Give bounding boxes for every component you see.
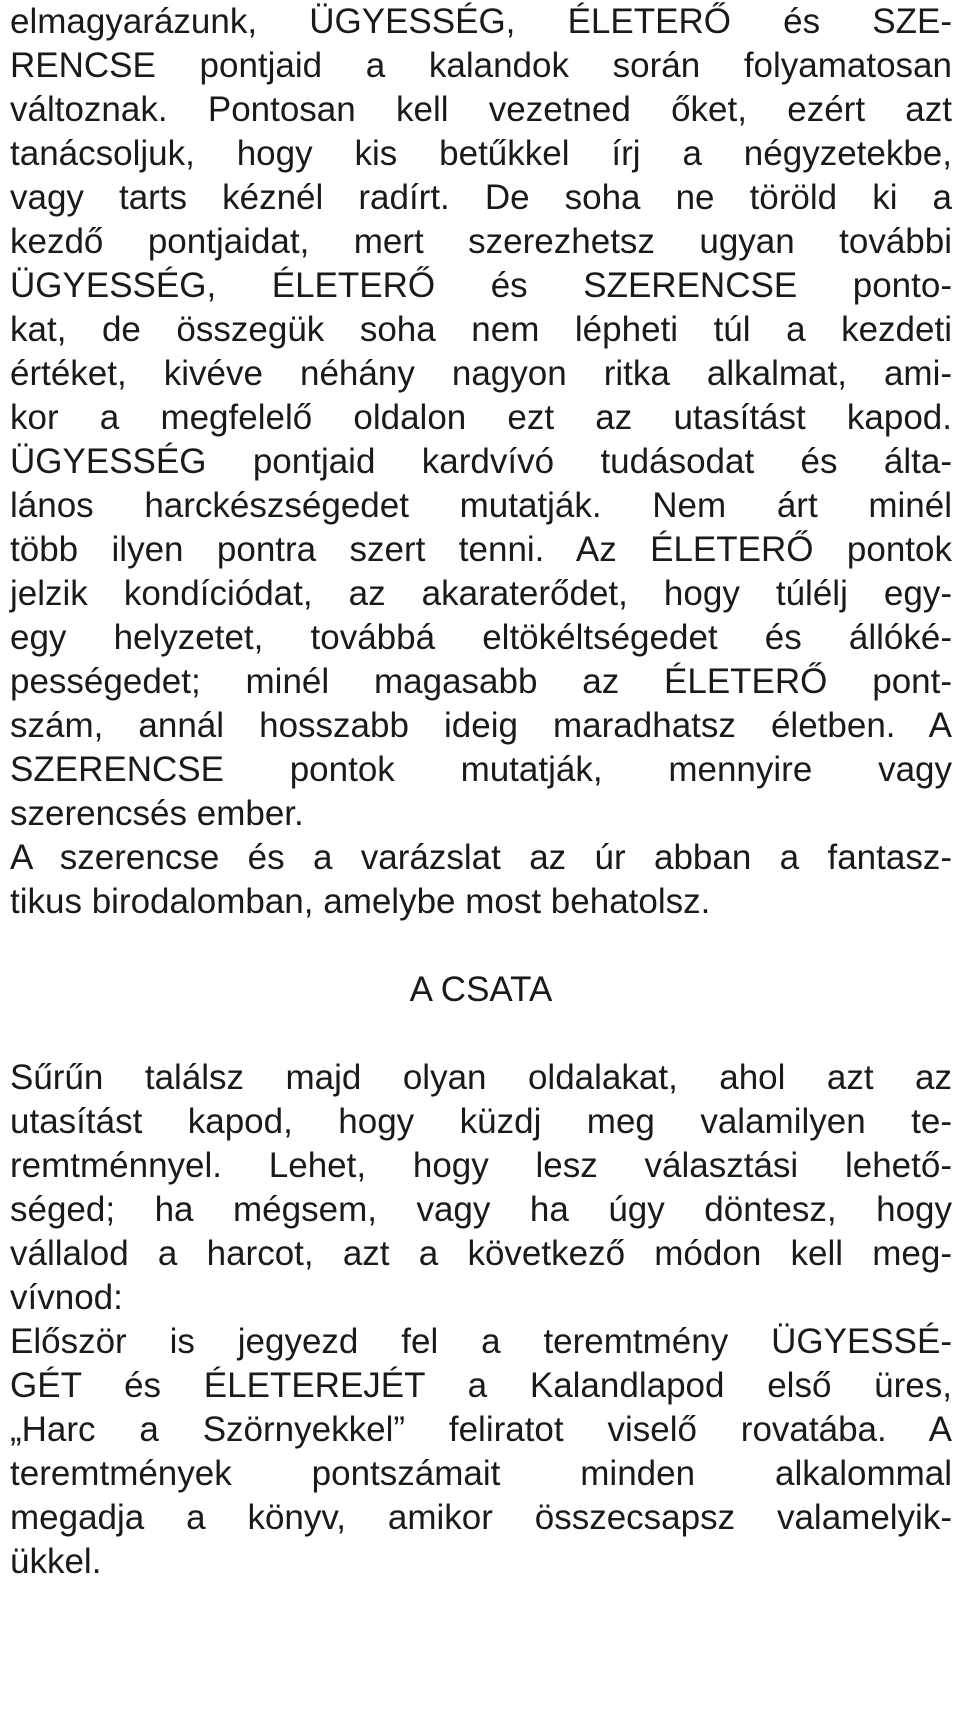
text-line: vagy tarts kéznél radírt. De soha ne töröld ki a (10, 178, 952, 217)
text-line: teremtmények pontszámait minden alkalommal (10, 1454, 952, 1493)
text-line: szám, annál hosszabb ideig maradhatsz életben. A (10, 706, 952, 745)
text-line: értéket, kivéve néhány nagyon ritka alkalmat, ami- (10, 354, 952, 393)
text-line: remtménnyel. Lehet, hogy lesz választási lehető- (10, 1146, 952, 1185)
text-line: SZERENCSE pontok mutatják, mennyire vagy (10, 750, 952, 789)
text-line: Sűrűn találsz majd olyan oldalakat, ahol azt az (10, 1058, 952, 1097)
text-line: Először is jegyezd fel a teremtmény ÜGYESSÉ- (10, 1322, 952, 1361)
text-line: több ilyen pontra szert tenni. Az ÉLETERŐ pontok (10, 530, 952, 569)
paragraph-attributes (10, 0, 952, 836)
document-page (10, 0, 952, 1584)
text-line: kezdő pontjaidat, mert szerezhetsz ugyan további (10, 222, 952, 261)
text-line: szerencsés ember. (10, 794, 304, 833)
text-line: ükkel. (10, 1542, 102, 1581)
paragraph-combat-intro (10, 1056, 952, 1320)
paragraph-luck-magic (10, 836, 952, 924)
text-line: változnak. Pontosan kell vezetned őket, ezért azt (10, 90, 952, 129)
text-line: séged; ha mégsem, vagy ha úgy döntesz, hogy (10, 1190, 952, 1229)
text-line: jelzik kondíciódat, az akaraterődet, hogy túlélj egy- (10, 574, 952, 613)
text-line: GÉT és ÉLETEREJÉT a Kalandlapod első üres, (10, 1366, 952, 1405)
text-line: kor a megfelelő oldalon ezt az utasítást kapod. (10, 398, 952, 437)
text-line: kat, de összegük soha nem lépheti túl a kezdeti (10, 310, 952, 349)
text-line: egy helyzetet, továbbá eltökéltségedet és állóké- (10, 618, 952, 657)
text-line: vívnod: (10, 1278, 123, 1317)
text-line: lános harckészségedet mutatják. Nem árt minél (10, 486, 952, 525)
text-line: ÜGYESSÉG pontjaid kardvívó tudásodat és álta- (10, 442, 952, 481)
text-line: RENCSE pontjaid a kalandok során folyamatosan (10, 46, 952, 85)
text-line: utasítást kapod, hogy küzdj meg valamilyen te- (10, 1102, 952, 1141)
text-line: „Harc a Szörnyekkel” feliratot viselő rovatába. A (10, 1410, 952, 1449)
paragraph-combat-step-one (10, 1320, 952, 1584)
text-line: ÜGYESSÉG, ÉLETERŐ és SZERENCSE ponto- (10, 266, 952, 305)
text-line: tanácsoljuk, hogy kis betűkkel írj a négyzetekbe, (10, 134, 952, 173)
text-line: A szerencse és a varázslat az úr abban a fantasz- (10, 838, 952, 877)
text-line: megadja a könyv, amikor összecsapsz valamelyik- (10, 1498, 952, 1537)
text-line: elmagyarázunk, ÜGYESSÉG, ÉLETERŐ és SZE- (10, 2, 952, 41)
text-line: vállalod a harcot, azt a következő módon kell meg- (10, 1234, 952, 1273)
section-heading: A CSATA (409, 970, 553, 1009)
text-line: tikus birodalomban, amelybe most behatolsz. (10, 882, 711, 921)
text-line: pességedet; minél magasabb az ÉLETERŐ pont- (10, 662, 952, 701)
